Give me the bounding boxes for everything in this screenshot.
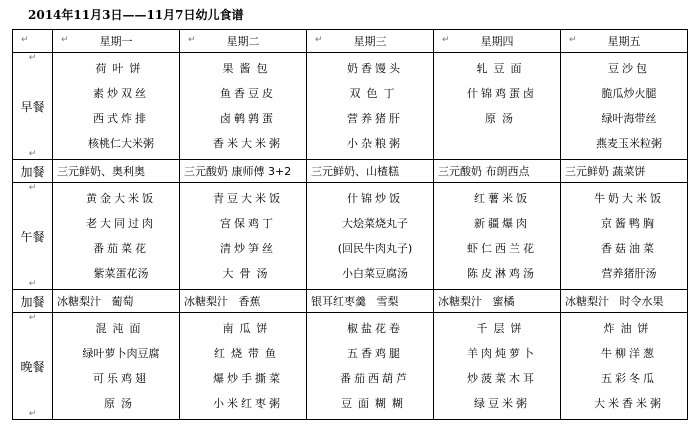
lunch-friday — [561, 183, 688, 290]
dish-item: 老大同过肉 — [86, 217, 156, 230]
dish-item: 小米红枣粥 — [213, 397, 283, 410]
header-monday: ↵ 星期一 — [53, 30, 180, 53]
lunch-monday — [53, 183, 180, 290]
menu-title: 2014年11月3日——11月7日幼儿食谱 — [28, 8, 244, 22]
dish-item: 西式炸排 — [93, 112, 149, 125]
dish-item: 脆瓜炒火腿 — [601, 87, 657, 100]
breakfast-wednesday — [307, 53, 434, 160]
snack-thursday: 三元酸奶 布朗西点 — [434, 160, 561, 183]
snack-row-afternoon — [13, 290, 688, 313]
dinner-label: ↵ 晚餐 ↵ — [13, 313, 53, 420]
dish-item: 原汤 — [104, 397, 138, 410]
dish-item: 虾仁西兰花 — [467, 242, 537, 255]
dish-item: 新疆爆肉 — [474, 217, 530, 230]
dish-item: 荷叶饼 — [95, 62, 147, 75]
dish-item: 小杂粮粥 — [347, 137, 403, 150]
header-row — [13, 30, 688, 53]
dish-item: 炸油饼 — [603, 322, 655, 335]
lunch-tuesday — [180, 183, 307, 290]
dish-item: 素炒双丝 — [93, 87, 149, 100]
dish-item: 番茄菜花 — [93, 242, 149, 255]
breakfast-label: ↵ 早餐 ↵ — [13, 53, 53, 160]
dish-item: 双色丁 — [349, 87, 401, 100]
dish-item: 炒菠菜木耳 — [467, 372, 537, 385]
snack-friday: 冰糖梨汁 时令水果 — [561, 290, 688, 313]
header-wednesday: ↵ 星期三 — [307, 30, 434, 53]
dish-item: 红薯米饭 — [474, 192, 530, 205]
dinner-tuesday — [180, 313, 307, 420]
header-friday: ↵ 星期五 — [561, 30, 688, 53]
dinner-wednesday — [307, 313, 434, 420]
dish-item: 爆炒手撕菜 — [213, 372, 283, 385]
snack-tuesday: 三元酸奶 康师傅 3+2 — [180, 160, 307, 183]
dinner-monday — [53, 313, 180, 420]
dish-item: 卤鹌鹑蛋 — [220, 112, 276, 125]
dish-item: 红烧带鱼 — [214, 347, 282, 360]
header-thursday: ↵ 星期四 — [434, 30, 561, 53]
lunch-label: ↵ 午餐 ↵ — [13, 183, 53, 290]
dish-item: 绿叶海带丝 — [601, 112, 657, 125]
dinner-thursday — [434, 313, 561, 420]
dish-item: 绿豆米粥 — [474, 397, 530, 410]
snack-tuesday: 冰糖梨汁 香蕉 — [180, 290, 307, 313]
breakfast-thursday — [434, 53, 561, 160]
dish-item: 可乐鸡翅 — [93, 372, 149, 385]
dish-item: 什锦炒饭 — [347, 192, 403, 205]
snack-thursday: 冰糖梨汁 蜜橘 — [434, 290, 561, 313]
dish-item: 京酱鸭胸 — [601, 217, 657, 230]
dish-item: 清炒笋丝 — [220, 242, 276, 255]
dinner-row — [13, 313, 688, 420]
dish-item: (回民牛肉丸子) — [337, 242, 413, 255]
dish-item: 原汤 — [485, 112, 519, 125]
dish-item: 果酱包 — [222, 62, 274, 75]
dish-item: 番茄西葫芦 — [340, 372, 410, 385]
snack-wednesday: 银耳红枣羹 雪梨 — [307, 290, 434, 313]
header-tuesday: ↵ 星期二 — [180, 30, 307, 53]
dish-item: 鱼香豆皮 — [220, 87, 276, 100]
dish-item: 大米香米粥 — [594, 397, 664, 410]
dish-item: 牛奶大米饭 — [594, 192, 664, 205]
dish-item: 核桃仁大米粥 — [88, 137, 154, 150]
snack-label: 加餐 — [13, 160, 53, 183]
breakfast-monday — [53, 53, 180, 160]
lunch-thursday — [434, 183, 561, 290]
dish-item: 轧豆面 — [476, 62, 528, 75]
snack-friday: 三元鲜奶 蔬菜饼 — [561, 160, 688, 183]
dish-item: 羊肉炖萝卜 — [467, 347, 537, 360]
weekly-menu-table — [12, 29, 688, 420]
dish-item: 南瓜饼 — [222, 322, 274, 335]
dish-item: 黄金大米饭 — [86, 192, 156, 205]
dish-item: 宫保鸡丁 — [220, 217, 276, 230]
corner-cell: ↵ — [13, 30, 53, 53]
breakfast-row — [13, 53, 688, 160]
dish-item: 陈皮淋鸡汤 — [467, 267, 537, 280]
lunch-row — [13, 183, 688, 290]
dish-item: 绿叶萝卜肉豆腐 — [82, 347, 160, 360]
dish-item: 大烩菜烧丸子 — [342, 217, 408, 230]
dish-item: 香菇油菜 — [601, 242, 657, 255]
snack-wednesday: 三元鲜奶、山楂糕 — [307, 160, 434, 183]
breakfast-tuesday — [180, 53, 307, 160]
dish-item: 小白菜豆腐汤 — [342, 267, 408, 280]
dish-item: 椒盐花卷 — [347, 322, 403, 335]
dish-item: 营养猪肝 — [347, 112, 403, 125]
snack-monday: 三元鲜奶、奥利奥 — [53, 160, 180, 183]
snack-monday: 冰糖梨汁 葡萄 — [53, 290, 180, 313]
dish-item: 燕麦玉米粒粥 — [596, 137, 662, 150]
snack-row-morning — [13, 160, 688, 183]
dinner-friday — [561, 313, 688, 420]
dish-item: 五彩冬瓜 — [601, 372, 657, 385]
dish-item: 奶香馒头 — [347, 62, 403, 75]
breakfast-friday — [561, 53, 688, 160]
dish-item: 紫菜蛋花汤 — [93, 267, 149, 280]
dish-item: 豆沙包 — [608, 62, 650, 75]
dish-item: 豆面糊糊 — [341, 397, 409, 410]
snack-label: 加餐 — [13, 290, 53, 313]
dish-item: 什锦鸡蛋卤 — [467, 87, 537, 100]
dish-item: 香米大米粥 — [213, 137, 283, 150]
dish-item — [448, 131, 556, 156]
dish-item: 千层饼 — [476, 322, 528, 335]
dish-item: 混沌面 — [95, 322, 147, 335]
dish-item: 五香鸡腿 — [347, 347, 403, 360]
dish-item: 牛柳洋葱 — [601, 347, 657, 360]
dish-item: 青豆大米饭 — [213, 192, 283, 205]
dish-item: 大骨汤 — [222, 267, 274, 280]
lunch-wednesday — [307, 183, 434, 290]
dish-item: 营养猪肝汤 — [601, 267, 657, 280]
